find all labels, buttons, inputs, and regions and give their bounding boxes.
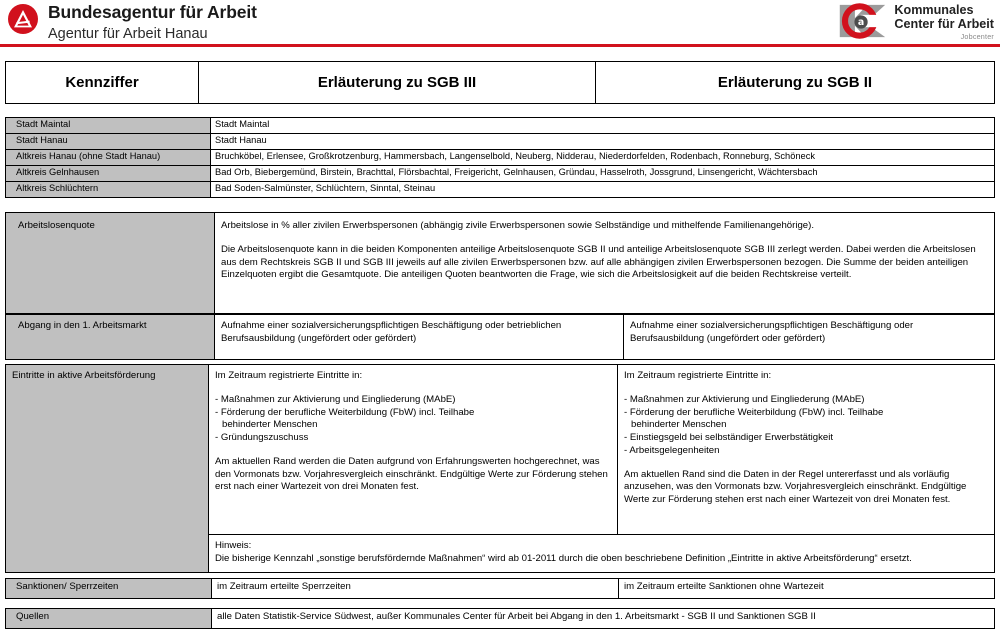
kca-line1: Kommunales <box>894 3 974 17</box>
abgang-label: Abgang in den 1. Arbeitsmarkt <box>6 315 215 360</box>
spacer <box>624 458 988 469</box>
quellen-table <box>5 608 995 629</box>
header-cell-sgb2: Erläuterung zu SGB II <box>596 62 995 104</box>
region-label: Altkreis Hanau (ohne Stadt Hanau) <box>6 150 211 166</box>
table-row <box>6 213 995 314</box>
eintritte-sgb2-note: Am aktuellen Rand sind die Daten in der Regel untererfasst und als vorläufig anzusehen, was den Vormonats bzw. Vorjahresvergleich einschränkt. Endgültige Werte zur Förderung stehen erst nach einer Wartezeit von drei Monaten fest. <box>624 468 967 505</box>
eintritte-sgb3-note: Am aktuellen Rand werden die Daten aufgrund von Erfahrungswerten hochgerechnet, was den Vormonats bzw. Vorjahresvergleich einschränkt. Endgültige Werte zur Förderung stehen erst nach einer Wartezeit von drei Monaten fest. <box>215 455 608 493</box>
masthead <box>0 0 1000 46</box>
arbeitslosenquote-label: Arbeitslosenquote <box>6 213 215 314</box>
header-cell-sgb3: Erläuterung zu SGB III <box>199 62 596 104</box>
list-item: - Einstiegsgeld bei selbständiger Erwerbstätigkeit <box>624 432 834 443</box>
region-label: Stadt Maintal <box>6 118 211 134</box>
eintritte-hinweis-cell <box>209 535 995 573</box>
kca-jobcenter-label: Jobcenter <box>960 32 994 42</box>
sanktionen-sgb2-text: im Zeitraum erteilte Sanktionen ohne Wartezeit <box>619 579 995 599</box>
kca-logo-block <box>836 2 994 41</box>
eintritte-sgb2-cell <box>618 365 995 535</box>
region-label: Altkreis Gelnhausen <box>6 166 211 182</box>
eintritte-sgb3-bullets <box>215 394 611 445</box>
kommunales-center-logo-icon <box>836 2 888 40</box>
bundesagentur-logo-icon <box>8 4 38 34</box>
list-item: - Gründungszuschuss <box>215 432 309 443</box>
abgang-sgb2-text: Aufnahme einer sozialversicherungspflichtigen Beschäftigung oder Berufsausbildung (ungefördert oder gefördert) <box>624 315 995 360</box>
list-item: - Förderung der berufliche Weiterbildung (FbW) incl. Teilhabe <box>624 406 884 418</box>
eintritte-sgb2-intro: Im Zeitraum registrierte Eintritte in: <box>624 370 772 381</box>
spacer <box>215 383 611 394</box>
bundesagentur-logo-block <box>8 3 257 41</box>
eintritte-sgb3-intro: Im Zeitraum registrierte Eintritte in: <box>215 370 363 381</box>
region-value: Bad Orb, Biebergemünd, Birstein, Brachttal, Flörsbachtal, Freigericht, Gelnhausen, Gründau, Hasselroth, Jossgrund, Linsengericht, Wächtersbach <box>211 166 995 182</box>
svg-text:a: a <box>858 17 865 29</box>
sanktionen-table <box>5 578 995 599</box>
eintritte-table <box>5 364 995 573</box>
eintritte-sgb2-bullets <box>624 394 988 458</box>
sanktionen-sgb3-text: im Zeitraum erteilte Sperrzeiten <box>212 579 619 599</box>
list-item: - Maßnahmen zur Aktivierung und Eingliederung (MAbE) <box>215 393 456 405</box>
eintritte-label: Eintritte in aktive Arbeitsförderung <box>6 365 209 573</box>
list-item-continuation: behinderter Menschen <box>631 419 727 431</box>
table-row <box>6 315 995 360</box>
table-row <box>6 609 995 629</box>
arbeitslosenquote-description <box>215 213 995 314</box>
column-header-table <box>5 61 995 104</box>
sanktionen-label: Sanktionen/ Sperrzeiten <box>6 579 212 599</box>
quellen-label: Quellen <box>6 609 212 629</box>
abgang-sgb3-text: Aufnahme einer sozialversicherungspflichtigen Beschäftigung oder betrieblichen Berufsausbildung (ungefördert oder gefördert) <box>215 315 624 360</box>
table-row <box>6 134 995 150</box>
spacer <box>624 383 988 394</box>
arbeitslosenquote-paragraph-1: Arbeitslose in % aller zivilen Erwerbspersonen (abhängig zivile Erwerbspersonen sowie Selbständige und mithelfende Familienangehörige). <box>221 220 815 231</box>
eintritte-sgb3-cell <box>209 365 618 535</box>
table-row <box>6 150 995 166</box>
list-item: - Maßnahmen zur Aktivierung und Eingliederung (MAbE) <box>624 393 865 405</box>
table-row <box>6 365 995 535</box>
table-header-row <box>6 62 995 104</box>
list-item-continuation: behinderter Menschen <box>222 419 318 431</box>
kca-wordmark <box>894 2 994 41</box>
list-item: - Arbeitsgelegenheiten <box>624 444 720 456</box>
spacer <box>215 445 611 456</box>
agency-name: Bundesagentur für Arbeit <box>48 2 257 22</box>
table-row <box>6 166 995 182</box>
region-value: Stadt Hanau <box>211 134 995 150</box>
bundesagentur-wordmark <box>48 3 257 41</box>
table-row <box>6 118 995 134</box>
hinweis-title: Hinweis: <box>215 540 252 551</box>
kca-line2: Center für Arbeit <box>894 16 994 31</box>
region-label: Altkreis Schlüchtern <box>6 182 211 198</box>
table-row <box>6 579 995 599</box>
table-row <box>6 182 995 198</box>
regions-table <box>5 117 995 198</box>
region-value: Bruchköbel, Erlensee, Großkrotzenburg, Hammersbach, Langenselbold, Neuberg, Nidderau, Niederdorfelden, Rodenbach, Ronneburg, Schöneck <box>211 150 995 166</box>
list-item: - Förderung der berufliche Weiterbildung (FbW) incl. Teilhabe <box>215 406 475 418</box>
header-red-divider <box>0 44 1000 47</box>
quellen-text: alle Daten Statistik-Service Südwest, außer Kommunales Center für Arbeit bei Abgang in den 1. Arbeitsmarkt - SGB II und Sanktionen SGB II <box>212 609 995 629</box>
arbeitslosenquote-table <box>5 212 995 314</box>
hinweis-text: Die bisherige Kennzahl „sonstige berufsfördernde Maßnahmen“ wird ab 01-2011 durch die oben beschriebene Definition „Eintritte in aktive Arbeitsförderung“ ersetzt. <box>215 552 912 564</box>
arbeitslosenquote-paragraph-2: Die Arbeitslosenquote kann in die beiden Komponenten anteilige Arbeitslosenquote SGB II und anteilige Arbeitslosenquote SGB III zerlegt werden. Dabei werden die Arbeitslosen aus dem Rechtskreis SGB II und SGB III jeweils auf alle zivilen Erwerbspersonen bzw. auf alle abhängigen zivilen Erwerbspersonen bezogen. Die Summe der beiden anteiligen Einzelquoten ergibt die Gesamtquote. Die anteiligen Quoten beantworten die Frage, wie sich die Arbeitslosigkeit auf die beiden Rechtskreise verteilt. <box>221 243 976 281</box>
region-value: Stadt Maintal <box>211 118 995 134</box>
region-value: Bad Soden-Salmünster, Schlüchtern, Sinntal, Steinau <box>211 182 995 198</box>
header-cell-kennziffer: Kennziffer <box>6 62 199 104</box>
agency-branch: Agentur für Arbeit Hanau <box>48 25 208 42</box>
region-label: Stadt Hanau <box>6 134 211 150</box>
abgang-table <box>5 314 995 360</box>
